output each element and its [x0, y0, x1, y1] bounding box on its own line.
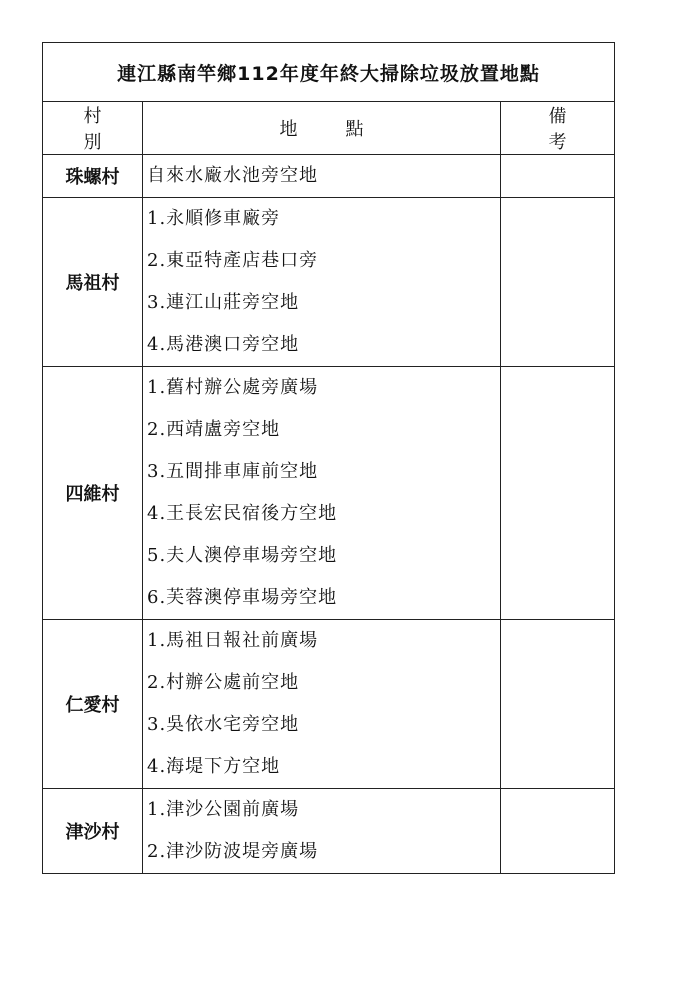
village-cell: 津沙村 — [43, 789, 143, 874]
location-item: 2.村辦公處前空地 — [147, 672, 300, 693]
remark-cell — [501, 620, 615, 789]
location-cell — [143, 155, 501, 198]
village-cell: 仁愛村 — [43, 620, 143, 789]
garbage-location-table — [42, 42, 615, 874]
location-item: 4.海堤下方空地 — [147, 756, 281, 777]
location-cell — [143, 789, 501, 874]
location-cell — [143, 620, 501, 789]
table-row — [43, 789, 615, 874]
location-cell — [143, 367, 501, 620]
location-item: 6.芙蓉澳停車場旁空地 — [147, 587, 338, 608]
location-item: 4.馬港澳口旁空地 — [147, 334, 300, 355]
remark-cell — [501, 789, 615, 874]
village-cell: 馬祖村 — [43, 198, 143, 367]
remark-cell — [501, 155, 615, 198]
location-item: 1.津沙公園前廣場 — [147, 799, 300, 820]
location-item: 1.舊村辦公處旁廣場 — [147, 377, 319, 398]
header-village: 村別 — [43, 102, 143, 155]
village-cell: 珠螺村 — [43, 155, 143, 198]
header-row — [43, 102, 615, 155]
location-item: 1.馬祖日報社前廣場 — [147, 630, 319, 651]
location-item: 1.永順修車廠旁 — [147, 208, 281, 229]
table-row — [43, 620, 615, 789]
location-item: 3.五間排車庫前空地 — [147, 461, 319, 482]
location-item: 3.吳依水宅旁空地 — [147, 714, 300, 735]
remark-cell — [501, 367, 615, 620]
header-remark: 備考 — [501, 102, 615, 155]
location-cell — [143, 198, 501, 367]
document-title: 連江縣南竿鄉112年度年終大掃除垃圾放置地點 — [43, 43, 615, 102]
location-item: 2.津沙防波堤旁廣場 — [147, 841, 319, 862]
location-item: 2.西靖盧旁空地 — [147, 419, 281, 440]
location-item: 2.東亞特產店巷口旁 — [147, 250, 319, 271]
title-row — [43, 43, 615, 102]
location-item: 3.連江山莊旁空地 — [147, 292, 300, 313]
location-item: 5.夫人澳停車場旁空地 — [147, 545, 338, 566]
village-cell: 四維村 — [43, 367, 143, 620]
header-location: 地點 — [143, 102, 501, 155]
location-item: 4.王長宏民宿後方空地 — [147, 503, 338, 524]
table-row — [43, 198, 615, 367]
table-row — [43, 155, 615, 198]
location-item: 自來水廠水池旁空地 — [147, 165, 318, 186]
table-row — [43, 367, 615, 620]
remark-cell — [501, 198, 615, 367]
